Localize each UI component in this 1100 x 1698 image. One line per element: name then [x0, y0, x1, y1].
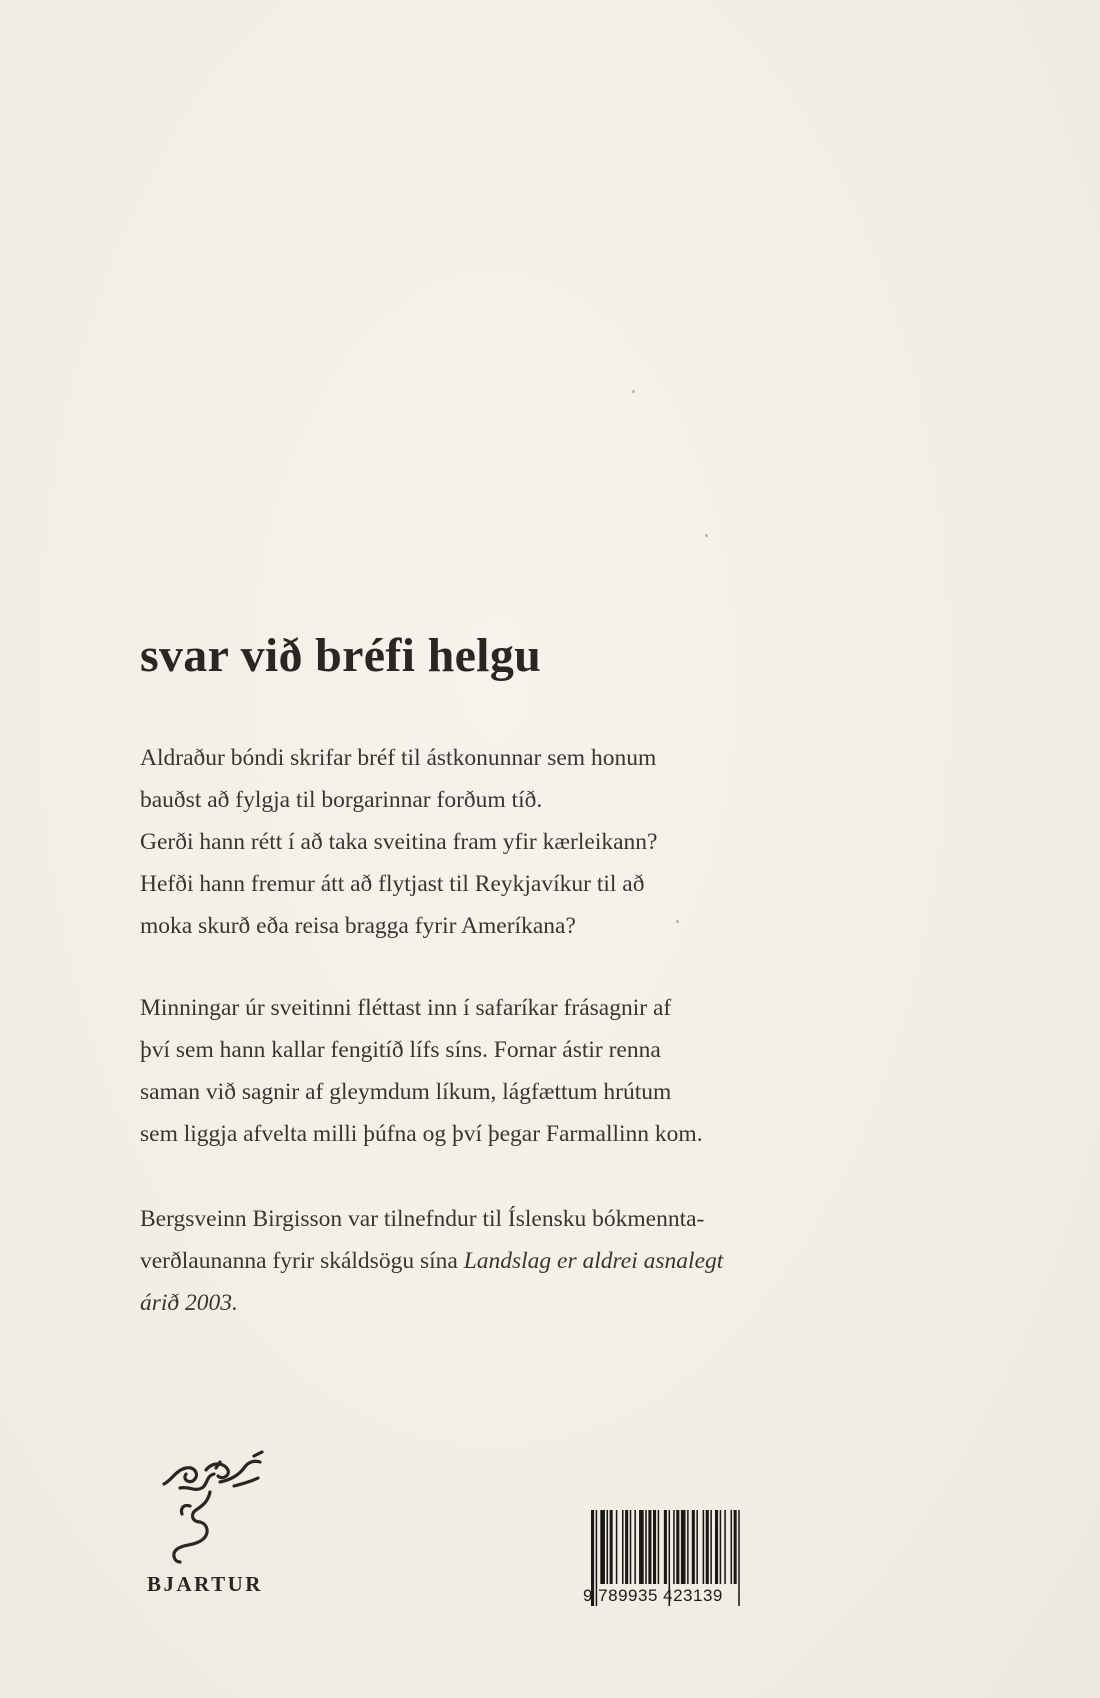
barcode-bar [715, 1510, 718, 1584]
barcode-bar [645, 1510, 647, 1584]
blurb-line: Hefði hann fremur átt að flytjast til Reykjavíkur til að [140, 871, 645, 897]
barcode-bar [625, 1510, 628, 1584]
barcode-bar [696, 1510, 698, 1584]
blurb-paragraph-1 [140, 737, 780, 947]
paper-speck [705, 534, 708, 537]
blurb-line: saman við sagnir af gleymdum líkum, lágfættum hrútum [140, 1079, 672, 1105]
barcode-bar [648, 1510, 651, 1584]
book-title: svar við bréfi helgu [140, 629, 542, 682]
bjartur-dragon-logo-icon [150, 1440, 280, 1570]
barcode-bar [610, 1510, 613, 1584]
barcode-bar [706, 1510, 709, 1584]
barcode-bar [724, 1510, 726, 1584]
barcode-bar [681, 1510, 686, 1584]
barcode-bar [673, 1510, 675, 1584]
barcode-bar [664, 1510, 667, 1584]
barcode-bar [676, 1510, 679, 1584]
barcode-bar [639, 1510, 644, 1584]
author-note-line: Bergsveinn Birgisson var tilnefndur til Íslensku bókmennta- [140, 1206, 705, 1232]
author-note-line [140, 1240, 780, 1282]
author-note-text: verðlaunanna fyrir skáldsögu sína [140, 1248, 464, 1274]
barcode-bar [616, 1510, 618, 1584]
barcode-bar [687, 1510, 689, 1584]
barcode-bar [703, 1510, 705, 1584]
paper-speck [632, 390, 635, 393]
blurb-line: bauðst að fylgja til borgarinnar forðum tíð. [140, 787, 543, 813]
book-reference-year: árið 2003. [140, 1290, 238, 1316]
barcode-bar [653, 1510, 656, 1584]
blurb-paragraph-2 [140, 987, 780, 1155]
barcode-bar [634, 1510, 636, 1584]
barcode-bar [720, 1510, 722, 1584]
barcode-bar [710, 1510, 712, 1584]
book-reference-title: Landslag er aldrei asnalegt [463, 1248, 724, 1274]
barcode-bar [731, 1510, 733, 1584]
publisher-name: BJARTUR [147, 1572, 263, 1596]
barcode-bar [622, 1510, 624, 1584]
isbn-digits: 9 789935 423139 [583, 1586, 723, 1605]
barcode-bar [692, 1510, 695, 1584]
blurb-line: sem liggja afvelta milli þúfna og því þegar Farmallinn kom. [140, 1121, 703, 1147]
barcode-bar [607, 1510, 609, 1584]
blurb-line: Aldraður bóndi skrifar bréf til ástkonunnar sem honum [140, 745, 657, 771]
blurb-line: moka skurð eða reisa bragga fyrir Ameríkana? [140, 913, 576, 939]
blurb-line: því sem hann kallar fengitíð lífs síns. Fornar ástir renna [140, 1037, 661, 1063]
barcode-bar [658, 1510, 660, 1584]
barcode-bar [734, 1510, 737, 1584]
blurb-line: Gerði hann rétt í að taka sveitina fram yfir kærleikann? [140, 829, 658, 855]
barcode-bar [600, 1510, 605, 1584]
barcode-bar [630, 1510, 632, 1584]
blurb-line: Minningar úr sveitinni fléttast inn í safaríkar frásagnir af [140, 995, 672, 1021]
author-note [140, 1198, 780, 1324]
